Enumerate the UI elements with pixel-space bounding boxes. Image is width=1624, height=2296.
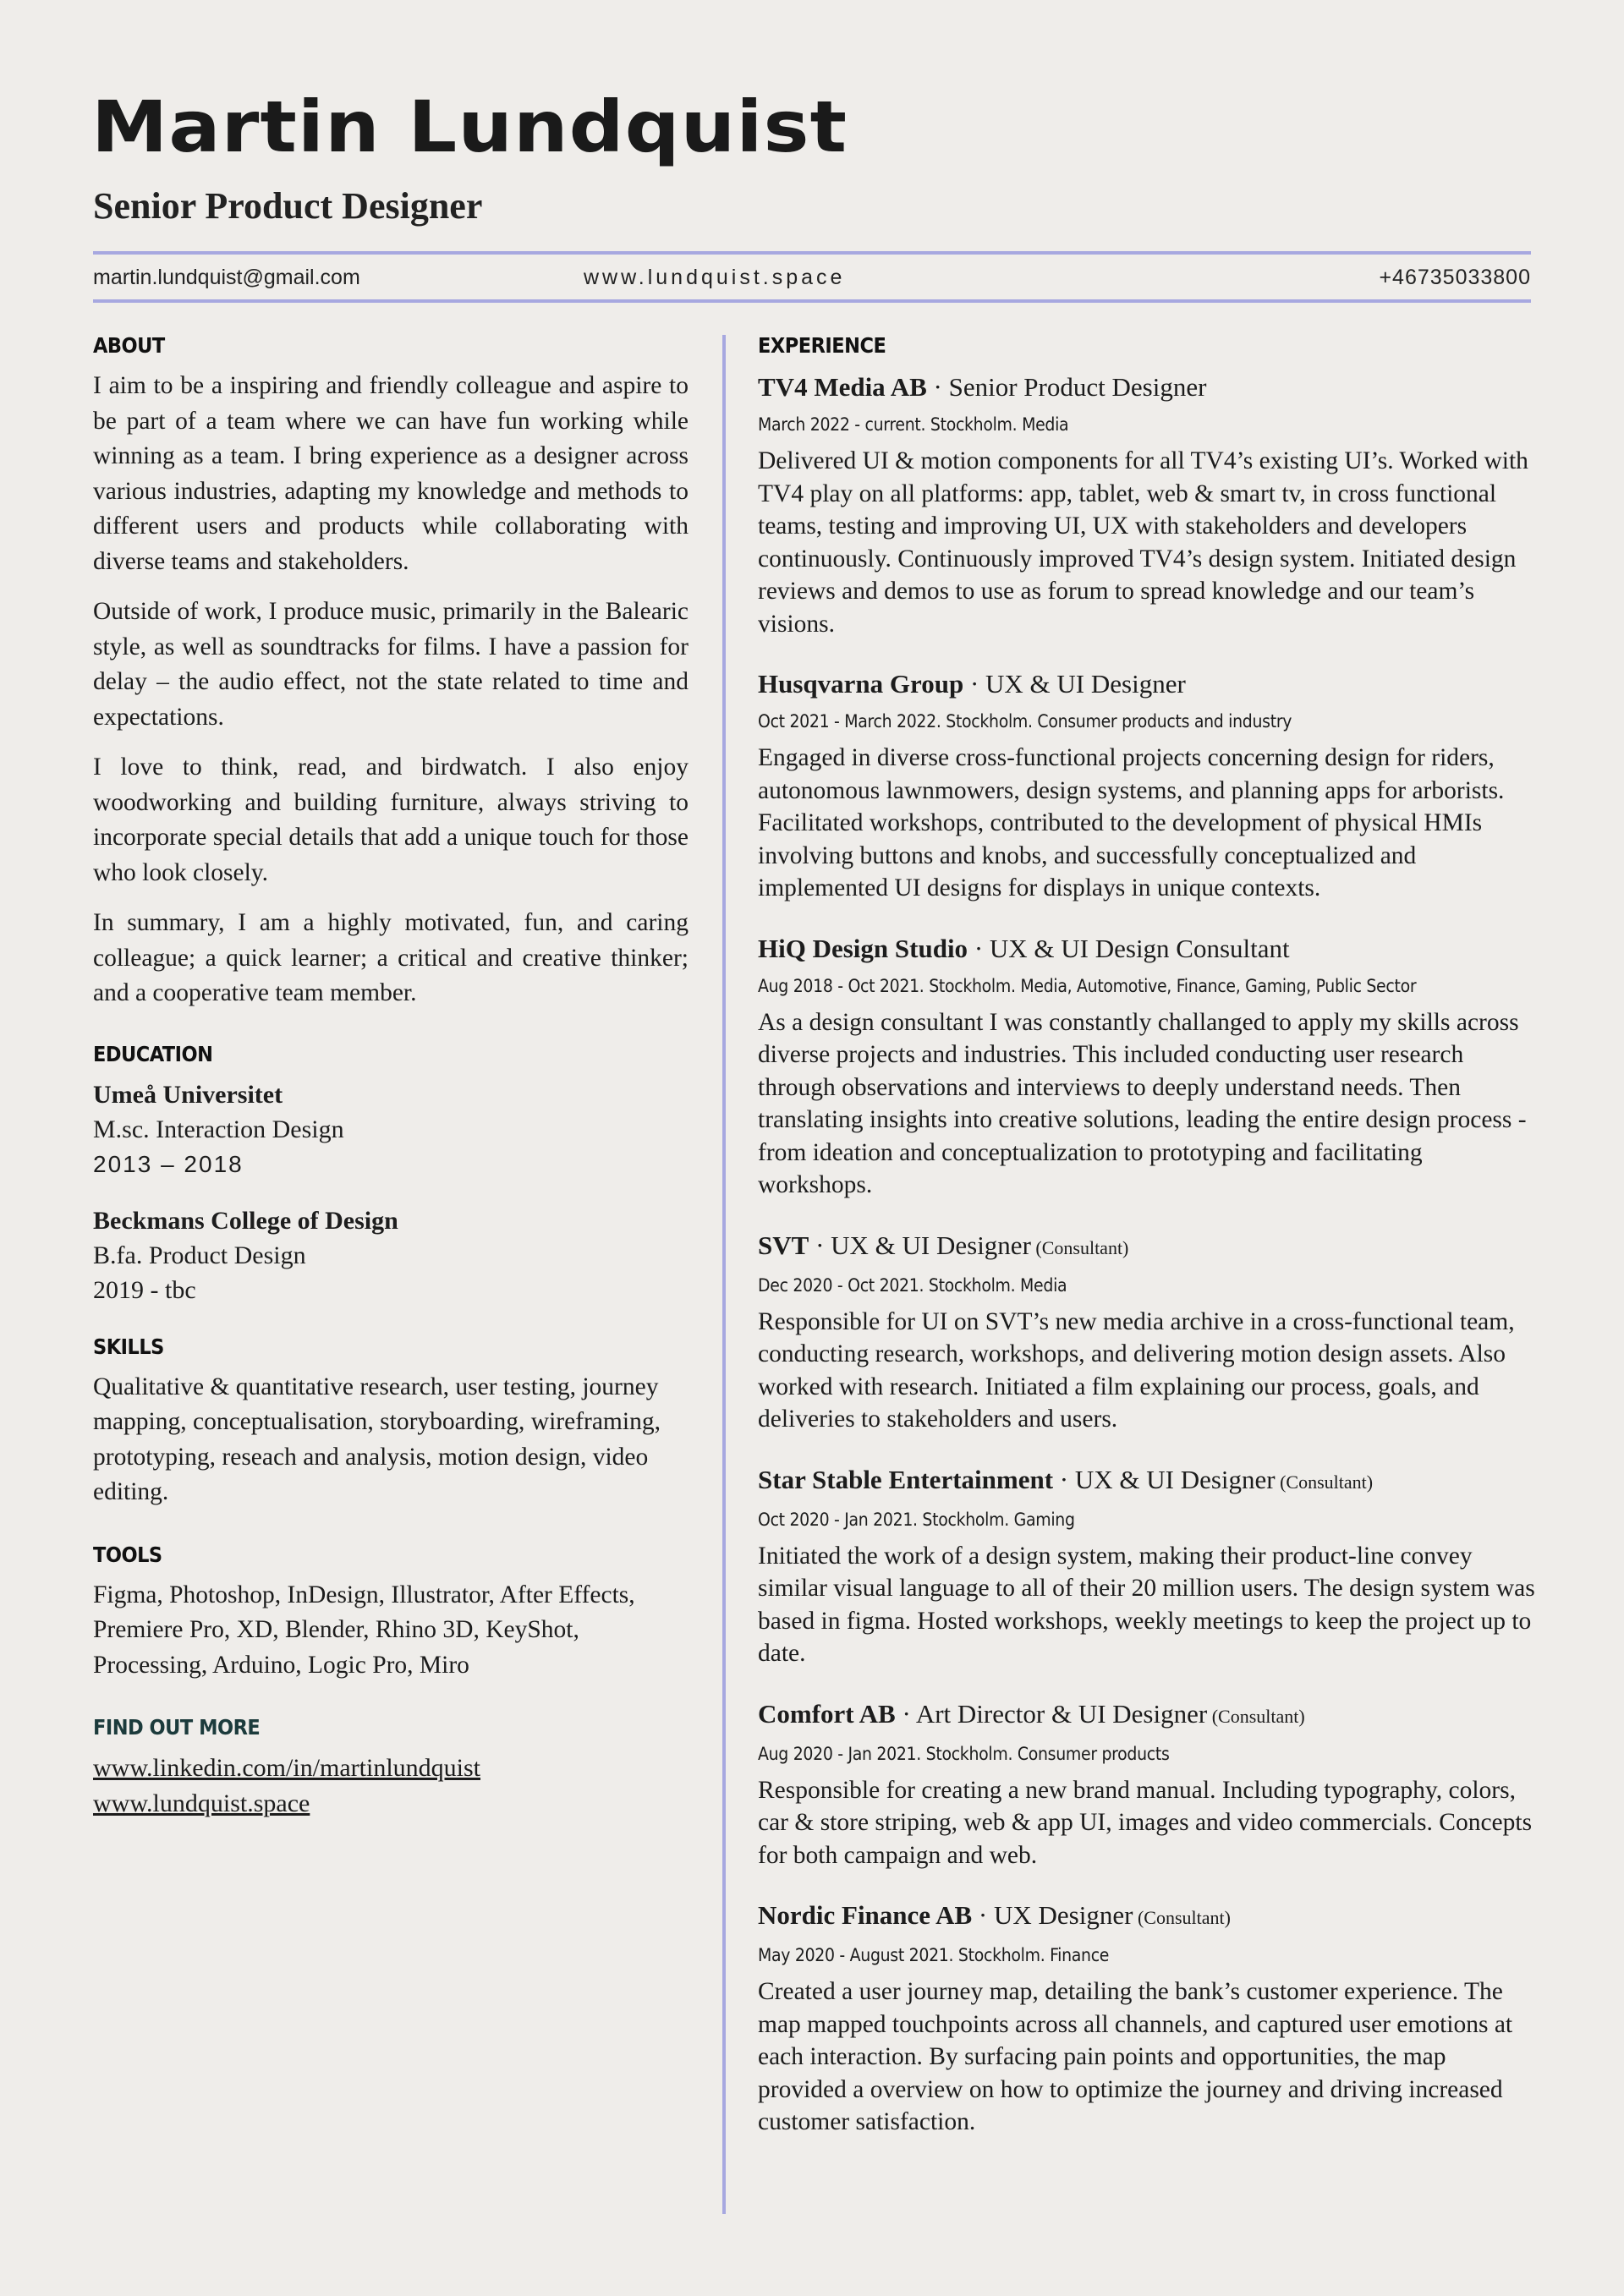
education-school: Beckmans College of Design — [93, 1206, 398, 1235]
find-out-more-heading: FIND OUT MORE — [93, 1715, 261, 1740]
education-degree: M.sc. Interaction Design — [93, 1115, 344, 1143]
job-description: Initiated the work of a design system, making their product-line convey similar visual language to all of their 20 million users. The design system was based in figma. Hosted workshops, weekly meetings to keep the project up to date. — [758, 1542, 1535, 1667]
experience-item — [758, 930, 1536, 1202]
job-meta: March 2022 - current. Stockholm. Media — [758, 414, 1069, 435]
role-note: (Consultant) — [1030, 1236, 1129, 1258]
role-name: · Art Director & UI Designer — [895, 1698, 1208, 1729]
job-heading — [758, 930, 1536, 967]
education-heading: EDUCATION — [93, 1041, 213, 1066]
education-school: Umeå Universitet — [93, 1080, 283, 1109]
phone-number[interactable]: +46735033800 — [1379, 266, 1531, 289]
job-heading — [758, 1227, 1536, 1267]
company-name: Comfort AB — [758, 1698, 896, 1729]
education-item — [93, 1077, 689, 1181]
job-meta: Aug 2018 - Oct 2021. Stockholm. Media, Automotive, Finance, Gaming, Public Sector — [758, 975, 1417, 996]
tools-section — [93, 1541, 689, 1684]
job-meta: Oct 2020 - Jan 2021. Stockholm. Gaming — [758, 1509, 1075, 1530]
role-name: · UX & UI Designer — [809, 1230, 1031, 1260]
education-years: 2013 – 2018 — [93, 1150, 244, 1177]
right-column — [758, 332, 1536, 2164]
job-description: As a design consultant I was constantly challanged to apply my skills across diverse projects and industries. This included conducting user research through observations and interviews to deeply understand needs. Then translating insights into creative solutions, leading the entire design process - from ideation and conceptualization to prototyping and facilitating workshops. — [758, 1008, 1527, 1198]
education-item — [93, 1203, 689, 1307]
education-years: 2019 - tbc — [93, 1275, 196, 1304]
job-meta: May 2020 - August 2021. Stockholm. Finance — [758, 1945, 1110, 1965]
candidate-name: Martin Lundquist — [91, 85, 848, 168]
email-address[interactable]: martin.lundquist@gmail.com — [93, 266, 360, 289]
job-heading — [758, 666, 1536, 703]
about-paragraph: I aim to be a inspiring and friendly colleague and aspire to be part of a team where we can have fun working while winning as a team. I bring experience as a designer across various industries, adapting my knowledge and methods to different users and products while collaborating with diverse teams and stakeholders. — [93, 372, 689, 575]
education-degree: B.fa. Product Design — [93, 1241, 306, 1269]
website-address[interactable]: www.lundquist.space — [584, 266, 846, 289]
role-note: (Consultant) — [1207, 1705, 1305, 1727]
experience-item — [758, 1227, 1536, 1436]
skills-heading: SKILLS — [93, 1334, 164, 1359]
company-name: HiQ Design Studio — [758, 933, 968, 963]
role-name: · UX & UI Design Consultant — [968, 933, 1290, 963]
role-name: · UX & UI Designer — [1053, 1464, 1276, 1494]
role-name: · Senior Product Designer — [926, 372, 1207, 402]
job-heading — [758, 369, 1536, 406]
role-note: (Consultant) — [1275, 1471, 1374, 1493]
tools-text: Figma, Photoshop, InDesign, Illustrator, After Effects, Premiere Pro, XD, Blender, Rhino 3D, KeyShot, Processing, Arduino, Logic Pro, Miro — [93, 1581, 635, 1679]
experience-item — [758, 1897, 1536, 2139]
about-paragraph: Outside of work, I produce music, primarily in the Balearic style, as well as soundtracks for films. I have a passion for delay – the audio effect, not the state related to time and expectations. — [93, 598, 689, 731]
left-column — [93, 332, 689, 1847]
about-section — [93, 332, 689, 1011]
job-heading — [758, 1461, 1536, 1501]
job-meta: Aug 2020 - Jan 2021. Stockholm. Consumer products — [758, 1743, 1170, 1764]
job-description: Delivered UI & motion components for all TV4’s existing UI’s. Worked with TV4 play on all platforms: app, tablet, web & smart tv, in cross functional teams, testing and improving UI, UX with stakeholders and developers continuously. Continuously improved TV4’s design system. Initiated design reviews and demos to use as forum to spread knowledge and our team’s visions. — [758, 447, 1528, 638]
job-title: Senior Product Designer — [93, 185, 483, 227]
column-divider — [722, 335, 726, 2214]
job-meta: Dec 2020 - Oct 2021. Stockholm. Media — [758, 1274, 1067, 1296]
role-name: · UX & UI Designer — [963, 669, 1186, 699]
experience-item — [758, 1696, 1536, 1872]
experience-item — [758, 666, 1536, 905]
company-name: Nordic Finance AB — [758, 1900, 973, 1930]
experience-item — [758, 1461, 1536, 1670]
company-name: SVT — [758, 1230, 809, 1260]
company-name: Husqvarna Group — [758, 669, 964, 699]
linkedin-link[interactable]: www.linkedin.com/in/martinlundquist — [93, 1754, 481, 1782]
skills-section — [93, 1333, 689, 1510]
experience-heading: EXPERIENCE — [758, 333, 886, 358]
job-description: Engaged in diverse cross-functional projects concerning design for riders, autonomous lawnmowers, design systems, and planning apps for arborists. Facilitated workshops, contributed to the development of physical HMIs involving buttons and knobs, and successfully conceptualized and implemented UI designs for displays in unique contexts. — [758, 744, 1505, 901]
find-out-more-section — [93, 1713, 689, 1822]
company-name: TV4 Media AB — [758, 372, 927, 402]
contact-rule-top — [93, 251, 1531, 255]
job-description: Responsible for UI on SVT’s new media archive in a cross-functional team, conducting research, workshops, and delivering motion design assets. Also worked with research. Initiated a film explaining our process, goals, and deliveries to stakeholders and users. — [758, 1307, 1515, 1433]
about-paragraph: In summary, I am a highly motivated, fun, and caring colleague; a quick learner; a critical and creative thinker; and a cooperative team member. — [93, 909, 689, 1006]
portfolio-link[interactable]: www.lundquist.space — [93, 1789, 310, 1817]
role-name: · UX Designer — [972, 1900, 1133, 1930]
about-paragraph: I love to think, read, and birdwatch. I also enjoy woodworking and building furniture, always striving to incorporate special details that add a unique touch for those who look closely. — [93, 753, 689, 886]
job-meta: Oct 2021 - March 2022. Stockholm. Consumer products and industry — [758, 711, 1292, 732]
tools-heading: TOOLS — [93, 1542, 162, 1567]
contact-rule-bottom — [93, 299, 1531, 303]
education-section — [93, 1040, 689, 1307]
job-heading — [758, 1897, 1536, 1937]
job-heading — [758, 1696, 1536, 1735]
skills-text: Qualitative & quantitative research, user testing, journey mapping, conceptualisation, storyboarding, wireframing, prototyping, reseach and analysis, motion design, video editing. — [93, 1373, 661, 1505]
experience-item — [758, 369, 1536, 640]
company-name: Star Stable Entertainment — [758, 1464, 1054, 1494]
job-description: Created a user journey map, detailing the bank’s customer experience. The map mapped touchpoints across all channels, and captured user emotions at each interaction. By surfacing pain points and opportunities, the map provided a overview on how to optimize the journey and driving increased customer satisfaction. — [758, 1978, 1513, 2135]
job-description: Responsible for creating a new brand manual. Including typography, colors, car & store striping, web & app UI, images and video commercials. Concepts for both campaign and web. — [758, 1776, 1533, 1869]
about-heading: ABOUT — [93, 333, 165, 358]
role-note: (Consultant) — [1133, 1907, 1231, 1928]
